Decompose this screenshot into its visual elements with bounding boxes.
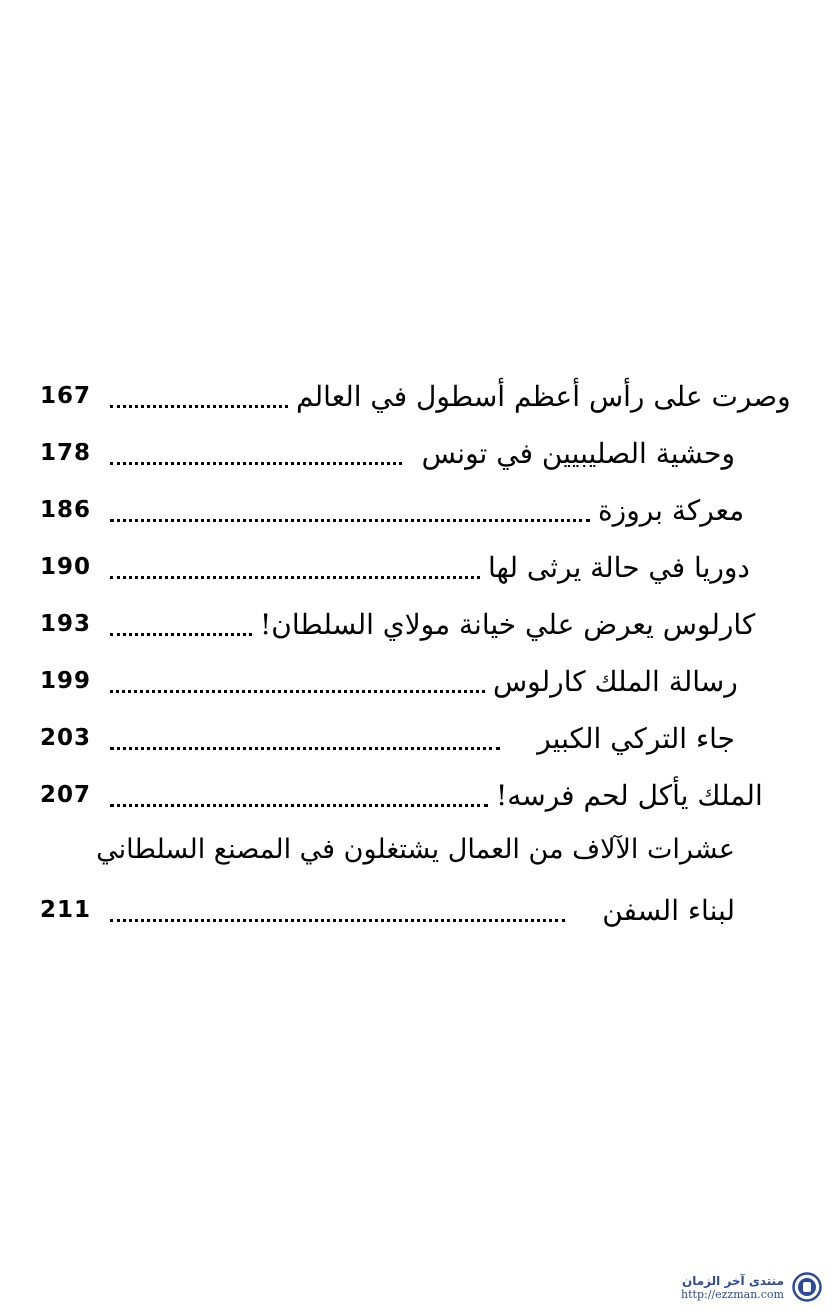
page-number: 178 (40, 440, 92, 466)
page-number: 211 (40, 897, 92, 923)
toc-entry[interactable] (40, 767, 763, 823)
dot-leader (110, 460, 402, 465)
dot-leader (110, 745, 500, 750)
toc-entry[interactable] (40, 539, 750, 595)
dot-leader (110, 517, 590, 522)
page-number: 190 (40, 554, 92, 580)
page-number: 199 (40, 668, 92, 694)
dot-leader (110, 802, 488, 807)
entry-title: كارلوس يعرض علي خيانة مولاي السلطان! (260, 607, 756, 641)
watermark-name: منتدى آخر الزمان (682, 1273, 784, 1288)
page-number: 167 (40, 383, 92, 409)
toc-entry[interactable] (40, 368, 791, 424)
entry-title: عشرات الآلاف من العمال يشتغلون في المصنع السلطاني (96, 834, 735, 865)
page-number: 193 (40, 611, 92, 637)
toc-entry[interactable] (40, 653, 738, 709)
entry-title: وصرت على رأس أعظم أسطول في العالم (296, 379, 791, 413)
entry-title: وحشية الصليبيين في تونس (421, 436, 735, 470)
watermark-text (681, 1274, 784, 1301)
ezzman-logo-icon (792, 1272, 822, 1302)
page-number: 203 (40, 725, 92, 751)
toc-entry[interactable] (40, 482, 745, 538)
entry-title: رسالة الملك كارلوس (493, 664, 738, 698)
entry-title-continued: لبناء السفن (602, 893, 735, 927)
toc-entry[interactable] (40, 710, 735, 766)
entry-title: دوريا في حالة يرثى لها (488, 550, 750, 584)
dot-leader (110, 688, 485, 693)
toc-entry[interactable] (40, 596, 756, 652)
entry-title: الملك يأكل لحم فرسه! (496, 778, 763, 812)
dot-leader (110, 917, 565, 922)
site-watermark[interactable] (681, 1272, 822, 1302)
entry-title: جاء التركي الكبير (537, 721, 735, 755)
page-number: 207 (40, 782, 92, 808)
toc-entry[interactable] (40, 425, 735, 481)
dot-leader (110, 631, 252, 636)
dot-leader (110, 403, 288, 408)
watermark-url: http://ezzman.com (681, 1287, 784, 1301)
entry-title: معركة بروزة (598, 493, 745, 527)
dot-leader (110, 574, 480, 579)
toc-entry[interactable] (40, 824, 735, 938)
page-number: 186 (40, 497, 92, 523)
